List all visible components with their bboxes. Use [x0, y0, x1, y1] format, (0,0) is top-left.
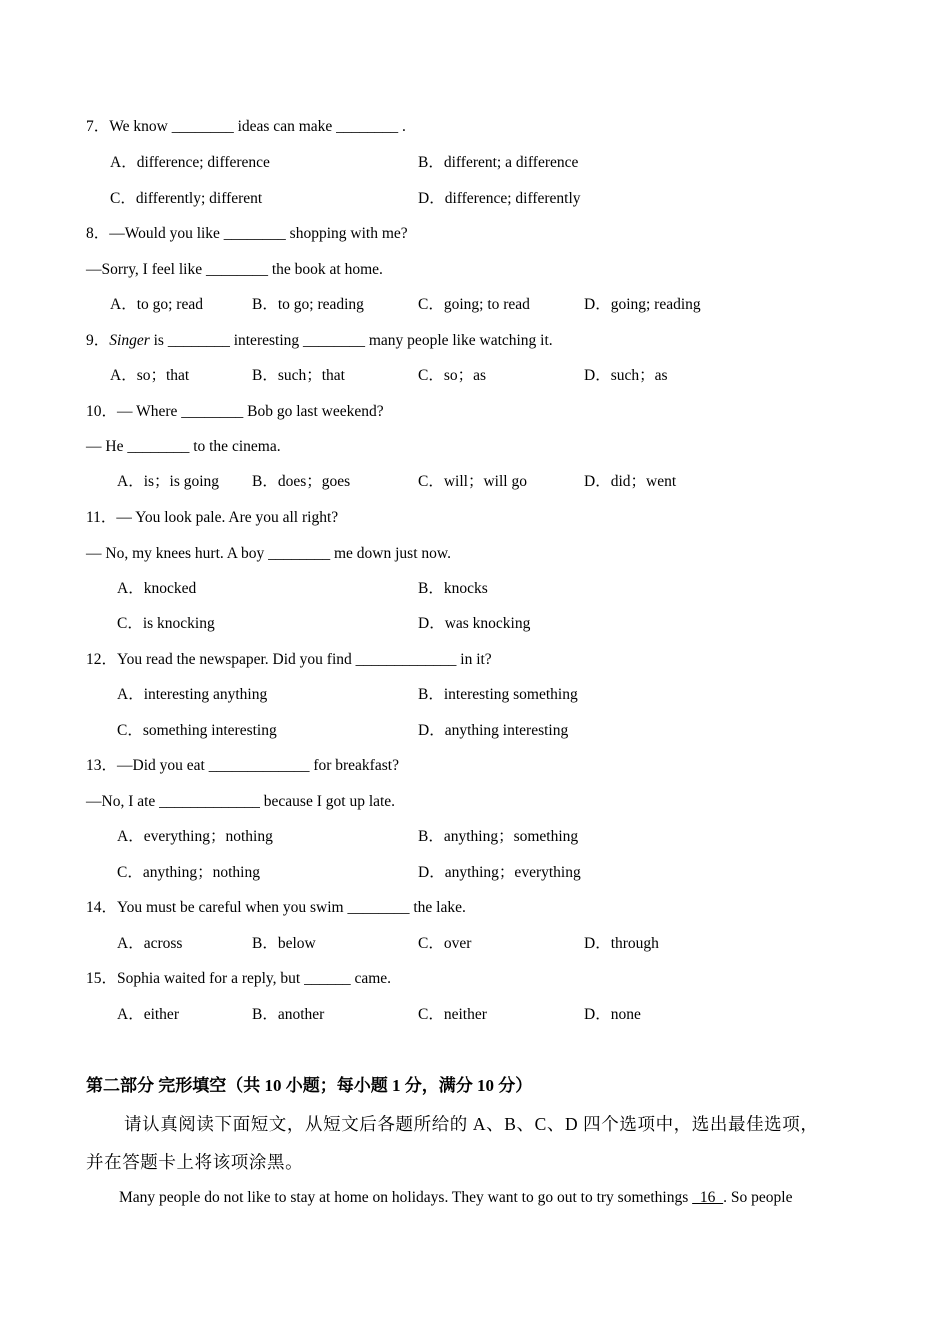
q9-option-b: B．such；that	[252, 367, 345, 384]
q12-option-d: D．anything interesting	[418, 722, 569, 739]
question-9-number: 9．	[86, 332, 110, 349]
question-7-stem: 7．We know ________ ideas can make ________ .	[86, 118, 406, 135]
q7-option-b: B．different; a difference	[418, 154, 579, 171]
q11-option-d: D．was knocking	[418, 615, 531, 632]
q15-option-a: A．either	[117, 1006, 179, 1023]
question-10-stem-line2: — He ________ to the cinema.	[86, 438, 281, 455]
question-9-stem	[86, 331, 553, 351]
blank-16: 16	[692, 1189, 724, 1206]
q10-option-c: C．will；will go	[418, 473, 527, 490]
question-8-stem-line1: 8．—Would you like ________ shopping with me?	[86, 225, 408, 242]
q11-option-c: C．is knocking	[117, 615, 215, 632]
question-9-italic-title: Singer	[109, 332, 150, 349]
q7-option-c: C．differently; different	[110, 190, 263, 207]
question-13-stem-line2: —No, I ate _____________ because I got up late.	[86, 793, 396, 810]
q14-option-b: B．below	[252, 935, 316, 952]
q15-option-d: D．none	[584, 1006, 641, 1023]
q8-option-a: A．to go; read	[110, 296, 203, 313]
q14-option-a: A．across	[117, 935, 183, 952]
passage-first-line	[119, 1188, 792, 1208]
question-14-stem: 14．You must be careful when you swim ________ the lake.	[86, 899, 466, 916]
q15-option-b: B．another	[252, 1006, 325, 1023]
q13-option-b: B．anything；something	[418, 828, 579, 845]
q15-option-c: C．neither	[418, 1006, 487, 1023]
q12-option-a: A．interesting anything	[117, 686, 268, 703]
q9-option-c: C．so；as	[418, 367, 487, 384]
q13-option-a: A．everything；nothing	[117, 828, 273, 845]
question-10-stem-line1: 10．— Where ________ Bob go last weekend?	[86, 403, 384, 420]
question-11-stem-line1: 11．— You look pale. Are you all right?	[86, 509, 339, 526]
question-13-stem-line1: 13．—Did you eat _____________ for breakfast?	[86, 757, 399, 774]
q11-option-b: B．knocks	[418, 580, 488, 597]
question-15-stem: 15．Sophia waited for a reply, but ______ came.	[86, 970, 392, 987]
question-11-stem-line2: — No, my knees hurt. A boy ________ me down just now.	[86, 545, 451, 562]
q10-option-b: B．does；goes	[252, 473, 351, 490]
q7-option-d: D．difference; differently	[418, 190, 581, 207]
passage-text-end: . So people	[723, 1189, 793, 1206]
q12-option-c: C．something interesting	[117, 722, 277, 739]
section-2-heading: 第二部分 完形填空（共 10 小题；每小题 1 分，满分 10 分）	[86, 1076, 533, 1095]
passage-text-start: Many people do not like to stay at home on holidays. They want to go out to try somethings	[119, 1189, 693, 1206]
q12-option-b: B．interesting something	[418, 686, 578, 703]
q13-option-c: C．anything；nothing	[117, 864, 260, 881]
q8-option-c: C．going; to read	[418, 296, 530, 313]
q11-option-a: A．knocked	[117, 580, 197, 597]
q10-option-a: A．is；is going	[117, 473, 220, 490]
section-2-instruction-line1: 请认真阅读下面短文，从短文后各题所给的 A、B、C、D 四个选项中，选出最佳选项，	[124, 1114, 819, 1134]
q10-option-d: D．did；went	[584, 473, 677, 490]
question-8-stem-line2: —Sorry, I feel like ________ the book at home.	[86, 261, 383, 278]
q8-option-d: D．going; reading	[584, 296, 701, 313]
q7-option-a: A．difference; difference	[110, 154, 270, 171]
q13-option-d: D．anything；everything	[418, 864, 581, 881]
q9-option-a: A．so；that	[110, 367, 190, 384]
question-9-stem-rest: is ________ interesting ________ many people like watching it.	[149, 332, 553, 349]
q9-option-d: D．such；as	[584, 367, 668, 384]
q14-option-d: D．through	[584, 935, 659, 952]
q14-option-c: C．over	[418, 935, 472, 952]
question-12-stem: 12．You read the newspaper. Did you find _____________ in it?	[86, 651, 492, 668]
q8-option-b: B．to go; reading	[252, 296, 364, 313]
section-2-instruction-line2: 并在答题卡上将该项涂黑。	[86, 1152, 304, 1172]
